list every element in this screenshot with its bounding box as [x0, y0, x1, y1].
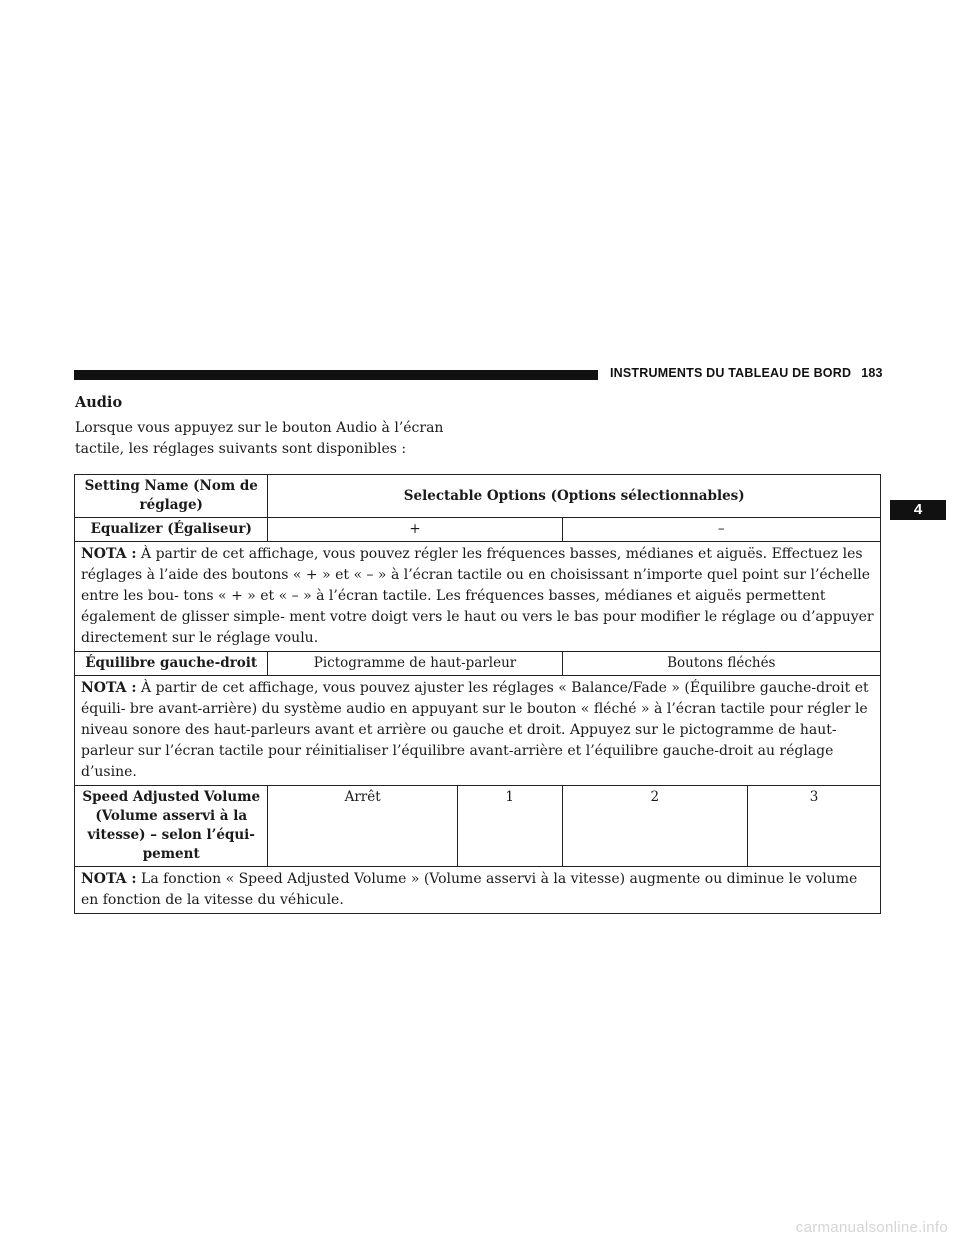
table-header-row	[75, 475, 881, 518]
header-selectable-options: Selectable Options (Options sélectionnables)	[268, 475, 881, 518]
nota-label: NOTA :	[81, 546, 137, 562]
nota-label: NOTA :	[81, 680, 137, 696]
setting-speed-adjusted-volume: Speed Adjusted Volume (Volume asservi à la vitesse) – selon l’équi- pement	[75, 786, 268, 867]
section-title: Audio	[75, 394, 123, 411]
table-row	[75, 786, 881, 867]
option-minus: –	[562, 518, 880, 542]
option-speaker-icon: Pictogramme de haut-parleur	[268, 652, 562, 676]
option-3: 3	[747, 786, 880, 867]
nota-text: La fonction « Speed Adjusted Volume » (Volume asservi à la vitesse) augmente ou diminue le volume en fonction de la vitesse du véhicule.	[81, 871, 858, 908]
table-row	[75, 652, 881, 676]
nota-label: NOTA :	[81, 871, 137, 887]
nota-balance	[75, 676, 881, 786]
option-plus: +	[268, 518, 562, 542]
intro-paragraph: Lorsque vous appuyez sur le bouton Audio à l’écran tactile, les réglages suivants sont disponibles :	[75, 420, 444, 457]
audio-settings-table	[74, 474, 881, 914]
chapter-tab: 4	[890, 500, 946, 520]
nota-text: À partir de cet affichage, vous pouvez régler les fréquences basses, médianes et aiguës. Effectuez les réglages à l’aide des boutons « + » et « – » à l’écran tactile ou en choisissant n’importe quel point sur l’échelle entre les bou- tons « + » et « – » à l’écran tactile. Les fréquences basses, médianes et aiguës permettent également de glisser simple- ment votre doigt vers le haut ou vers le bas pour modifier le réglage ou d’appuyer directement sur le réglage voulu.	[81, 546, 874, 646]
setting-equalizer: Equalizer (Égaliseur)	[75, 518, 268, 542]
option-off: Arrêt	[268, 786, 457, 867]
nota-equalizer	[75, 542, 881, 652]
option-2: 2	[562, 786, 747, 867]
header-rule	[74, 370, 598, 380]
nota-text: À partir de cet affichage, vous pouvez ajuster les réglages « Balance/Fade » (Équilibre gauche-droit et équili- bre avant-arrière) du système audio en appuyant sur le bouton « fléché » à l’écran tactile pour régler le niveau sonore des haut-parleurs avant et arrière ou gauche et droit. Appuyez sur le pictogramme de haut-parleur sur l’écran tactile pour réinitialiser l’équilibre avant-arrière et l’équilibre gauche-droit au réglage d’usine.	[81, 680, 869, 780]
setting-balance: Équilibre gauche-droit	[75, 652, 268, 676]
nota-speed	[75, 867, 881, 914]
watermark-logo: carmanualsonline.info	[795, 1219, 948, 1236]
table-row	[75, 518, 881, 542]
page-number: 183	[861, 366, 883, 380]
header-setting-name: Setting Name (Nom de réglage)	[75, 475, 268, 518]
option-arrow-buttons: Boutons fléchés	[562, 652, 880, 676]
nota-row	[75, 867, 881, 914]
running-head	[610, 366, 883, 380]
nota-row	[75, 676, 881, 786]
running-head-title: INSTRUMENTS DU TABLEAU DE BORD	[610, 366, 852, 380]
nota-row	[75, 542, 881, 652]
option-1: 1	[457, 786, 562, 867]
